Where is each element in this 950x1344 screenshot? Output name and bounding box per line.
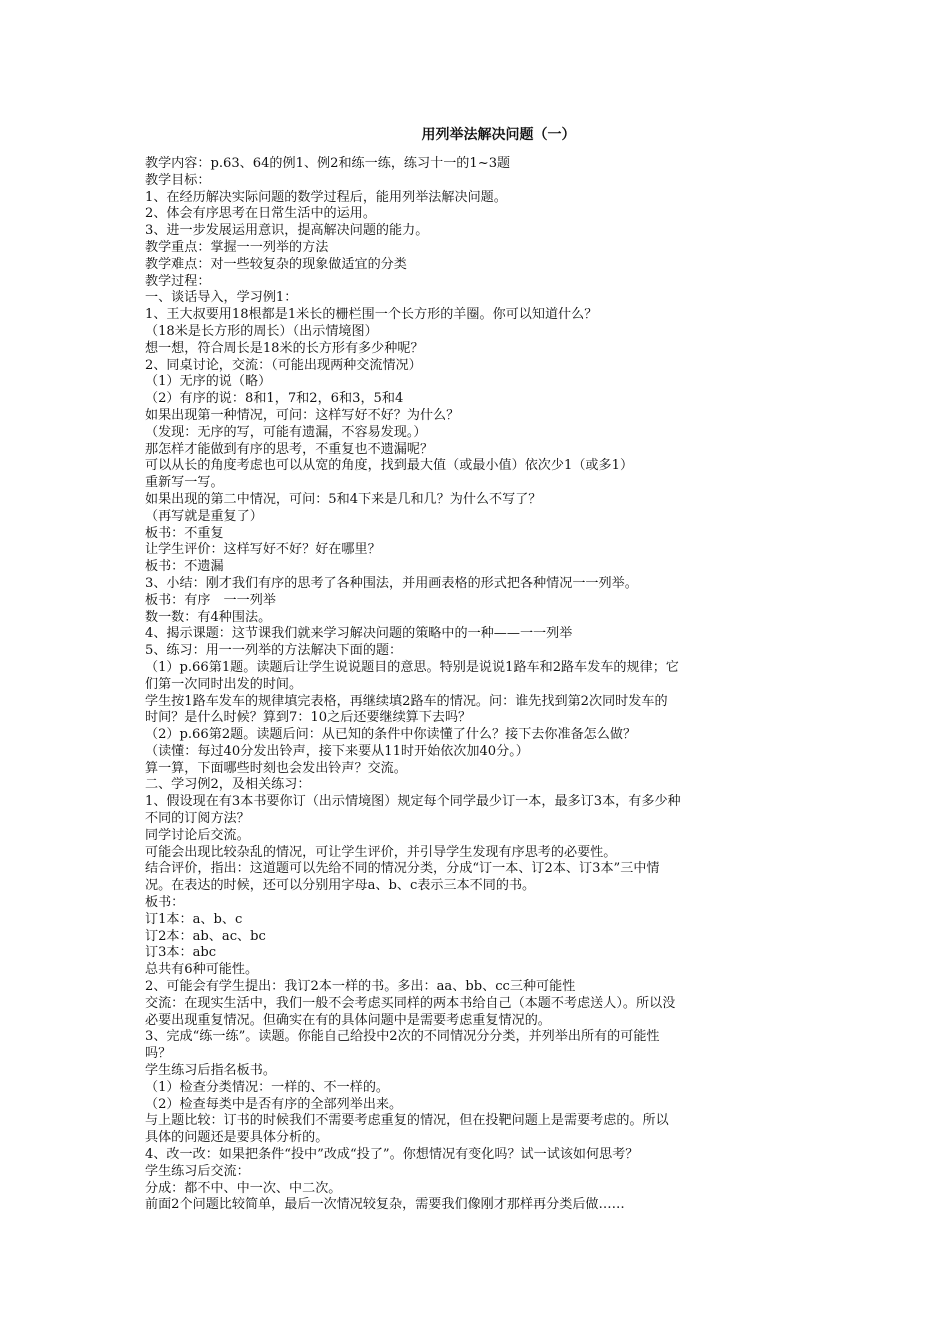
text-line: 具体的问题还是要具体分析的。 bbox=[145, 1130, 329, 1146]
text-line: 4、揭示课题：这节课我们就来学习解决问题的策略中的一种——一一列举 bbox=[145, 626, 573, 642]
text-line: 必要出现重复情况。但确实在有的具体问题中是需要考虑重复情况的。 bbox=[145, 1012, 551, 1028]
text-line: 教学内容：p.63、64的例1、例2和练一练，练习十一的1~3题 bbox=[145, 156, 511, 171]
text-line: 结合评价，指出：这道题可以先给不同的情况分类，分成“订一本、订2本、订3本”三中情 bbox=[145, 861, 660, 877]
text-line: 教学难点：对一些较复杂的现象做适宜的分类 bbox=[145, 256, 407, 272]
text-line: 如果出现的第二中情况，可问：5和4下来是几和几？为什么不写了？ bbox=[145, 491, 542, 507]
text-line: 重新写一写。 bbox=[145, 475, 224, 491]
text-line: 学生练习后交流： bbox=[145, 1163, 250, 1179]
text-line: 2、可能会有学生提出：我订2本一样的书。多出：aa、bb、cc三种可能性 bbox=[145, 979, 576, 995]
text-line: 学生按1路车发车的规律填完表格，再继续填2路车的情况。问：谁先找到第2次同时发车的 bbox=[145, 693, 668, 709]
text-line: 同学讨论后交流。 bbox=[145, 827, 250, 843]
document-page bbox=[145, 126, 810, 1214]
text-line: 5、练习：用一一列举的方法解决下面的题： bbox=[145, 643, 403, 659]
text-line: 教学目标： bbox=[145, 172, 211, 188]
text-line: 板书：不遗漏 bbox=[145, 559, 224, 575]
text-line: （再写就是重复了） bbox=[145, 508, 263, 524]
text-line: 总共有6种可能性。 bbox=[145, 962, 259, 978]
text-line: 如果出现第一种情况，可问：这样写好不好？为什么？ bbox=[145, 407, 460, 423]
document-body bbox=[145, 156, 810, 1214]
text-line: 订3本：abc bbox=[145, 945, 217, 961]
text-line: 订1本：a、b、c bbox=[145, 911, 243, 927]
text-line: （发现：无序的写，可能有遗漏，不容易发现。） bbox=[145, 424, 427, 440]
text-line: 算一算，下面哪些时刻也会发出铃声？交流。 bbox=[145, 760, 407, 776]
text-line: 们第一次同时出发的时间。 bbox=[145, 676, 303, 692]
document-title: 用列举法解决问题（一） bbox=[421, 127, 576, 143]
text-line: 1、假设现在有3本书要你订（出示情境图）规定每个同学最少订一本，最多订3本，有多少种 bbox=[145, 794, 681, 810]
text-line: 板书：有序 一一列举 bbox=[145, 592, 276, 608]
text-line: 一、谈话导入，学习例1： bbox=[145, 290, 298, 306]
text-line: （1）p.66第1题。读题后让学生说说题目的意思。特别是说说1路车和2路车发车的规律；它 bbox=[145, 659, 679, 675]
text-line: 3、完成“练一练”。读题。你能自己给投中2次的不同情况分分类，并列举出所有的可能性 bbox=[145, 1029, 660, 1045]
text-line: （1）检查分类情况：一样的、不一样的。 bbox=[145, 1079, 390, 1095]
text-line: 交流：在现实生活中，我们一般不会考虑买同样的两本书给自己（本题不考虑送人）。所以没 bbox=[145, 995, 676, 1011]
text-line: 可能会出现比较杂乱的情况，可让学生评价，并引导学生发现有序思考的必要性。 bbox=[145, 844, 617, 860]
text-line: 与上题比较：订书的时候我们不需要考虑重复的情况，但在投靶问题上是需要考虑的。所以 bbox=[145, 1113, 669, 1129]
text-line: 吗？ bbox=[145, 1046, 172, 1062]
text-line: 3、进一步发展运用意识，提高解决问题的能力。 bbox=[145, 223, 429, 239]
text-line: 2、体会有序思考在日常生活中的运用。 bbox=[145, 206, 376, 222]
text-line: （读懂：每过40分发出铃声，接下来要从11时开始依次加40分。） bbox=[145, 743, 529, 759]
text-line: 时间？是什么时候？算到7：10之后还要继续算下去吗？ bbox=[145, 710, 472, 726]
text-line: （2）有序的说：8和1，7和2，6和3，5和4 bbox=[145, 391, 404, 407]
text-line: 教学重点：掌握一一列举的方法 bbox=[145, 239, 329, 255]
text-line: 4、改一改：如果把条件“投中”改成“投了”。你想情况有变化吗？试一试该如何思考？ bbox=[145, 1147, 639, 1163]
text-line: 订2本：ab、ac、bc bbox=[145, 928, 266, 944]
text-line: 教学过程： bbox=[145, 273, 211, 289]
text-line: （18米是长方形的周长）（出示情境图） bbox=[145, 323, 378, 339]
text-line: 让学生评价：这样写好不好？好在哪里？ bbox=[145, 542, 381, 558]
text-line: 可以从长的角度考虑也可以从宽的角度，找到最大值（或最小值）依次少1（或多1） bbox=[145, 458, 634, 474]
text-line: 3、小结：刚才我们有序的思考了各种围法，并用画表格的形式把各种情况一一列举。 bbox=[145, 575, 638, 591]
text-line: 想一想，符合周长是18米的长方形有多少种呢？ bbox=[145, 340, 424, 356]
text-line: （1）无序的说（略） bbox=[145, 374, 272, 390]
text-line: 况。在表达的时候，还可以分别用字母a、b、c表示三本不同的书。 bbox=[145, 878, 536, 894]
text-line: 不同的订阅方法？ bbox=[145, 811, 250, 827]
text-line: 学生练习后指名板书。 bbox=[145, 1063, 276, 1079]
text-line: 板书：不重复 bbox=[145, 525, 224, 541]
text-line: 二、学习例2，及相关练习： bbox=[145, 777, 311, 793]
text-line: 那怎样才能做到有序的思考，不重复也不遗漏呢？ bbox=[145, 441, 434, 457]
text-line: 2、同桌讨论，交流：（可能出现两种交流情况） bbox=[145, 357, 422, 373]
text-line: 数一数：有4种围法。 bbox=[145, 609, 272, 625]
text-line: （2）p.66第2题。读题后问：从已知的条件中你读懂了什么？接下去你准备怎么做？ bbox=[145, 727, 637, 743]
text-line: 1、在经历解决实际问题的数学过程后，能用列举法解决问题。 bbox=[145, 189, 507, 205]
text-line: 1、王大叔要用18根都是1米长的栅栏围一个长方形的羊圈。你可以知道什么？ bbox=[145, 307, 598, 323]
text-line: 前面2个问题比较简单，最后一次情况较复杂，需要我们像刚才那样再分类后做…… bbox=[145, 1197, 625, 1213]
text-line: 板书： bbox=[145, 895, 185, 911]
text-line: 分成：都不中、中一次、中二次。 bbox=[145, 1180, 342, 1196]
text-line: （2）检查每类中是否有序的全部列举出来。 bbox=[145, 1096, 403, 1112]
